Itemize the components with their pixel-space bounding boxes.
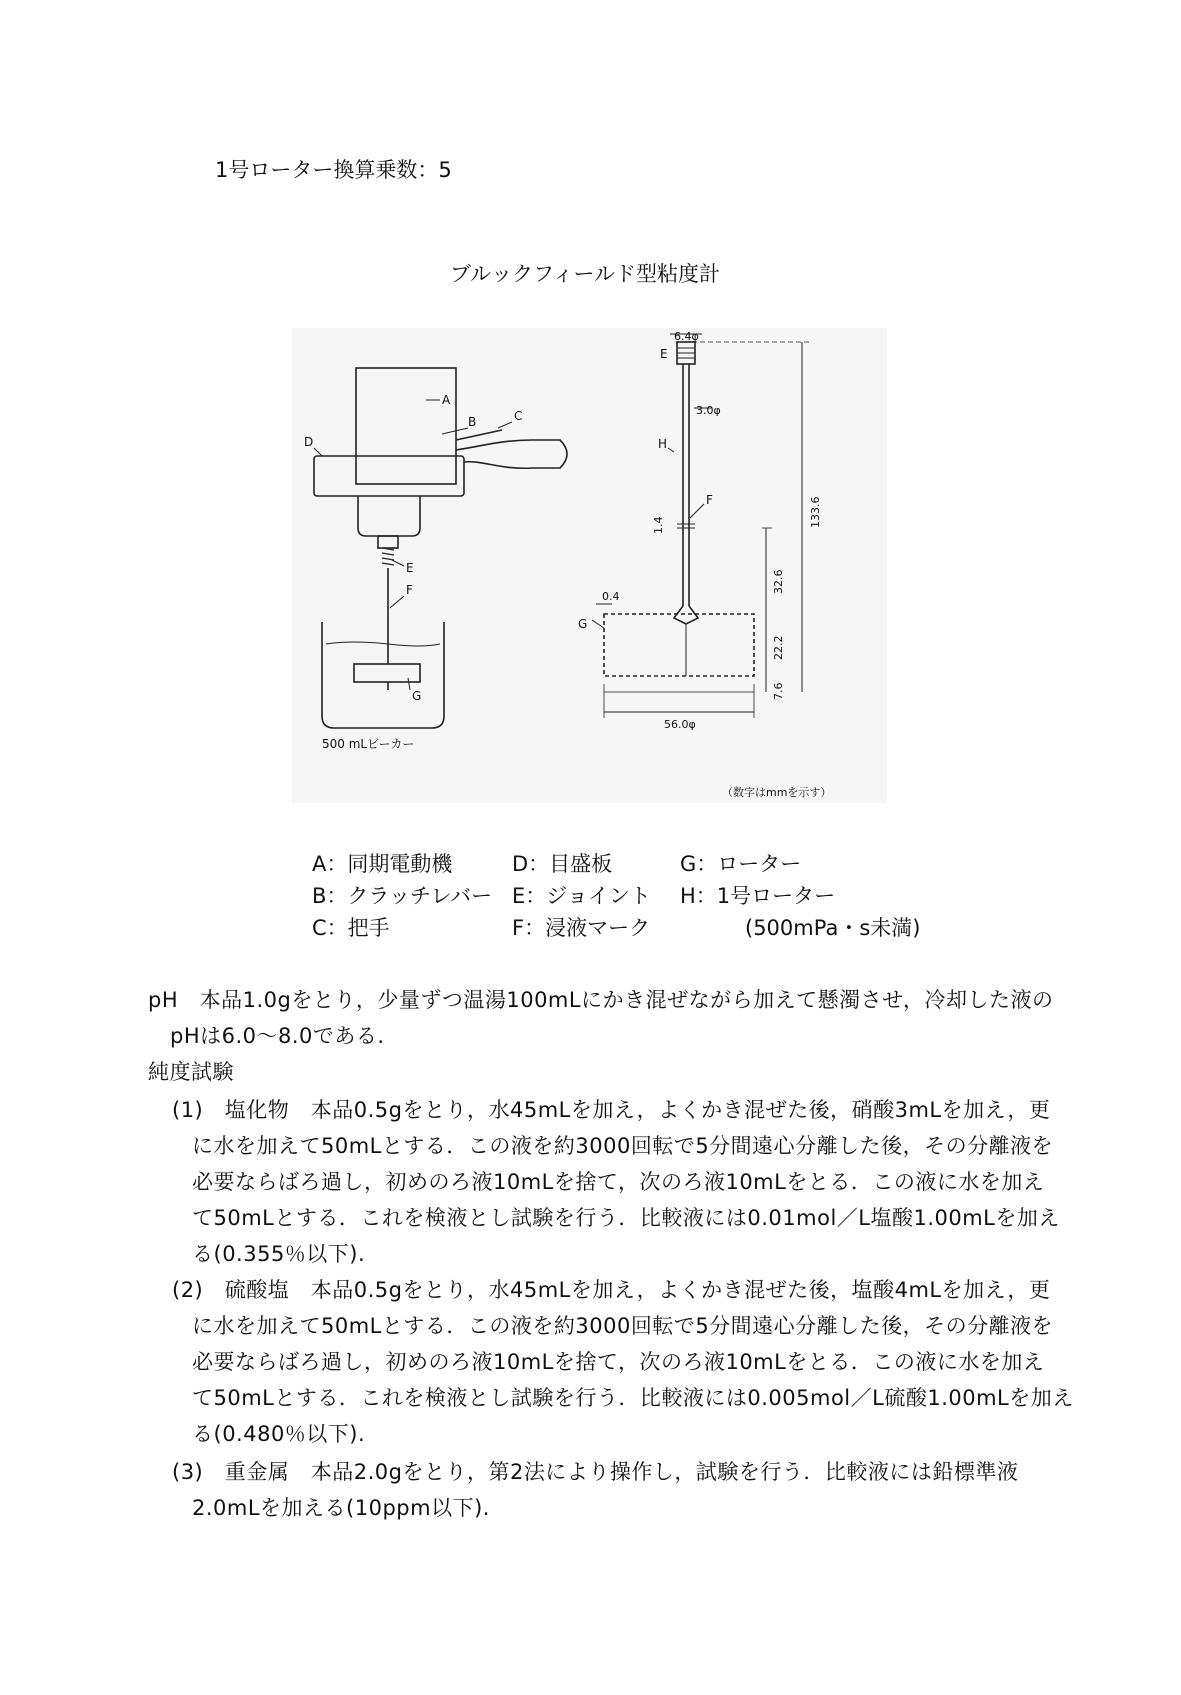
legend-h: H：1号ローター bbox=[680, 884, 836, 908]
purity-3-line-2: 2.0mLを加える(10ppm以下). bbox=[192, 1496, 490, 1520]
label-e-right: E bbox=[660, 347, 668, 361]
ph-line-2: pHは6.0～8.0である. bbox=[170, 1024, 385, 1048]
dim-mid: 22.2 bbox=[772, 635, 785, 660]
legend-b: B：クラッチレバー bbox=[312, 884, 493, 908]
label-c: C bbox=[514, 409, 523, 423]
purity-2-line-1: (2) 硫酸塩 本品0.5gをとり，水45mLを加え，よくかき混ぜた後，塩酸4mLを加え，更 bbox=[172, 1278, 1051, 1302]
legend-g: G：ローター bbox=[680, 852, 802, 876]
purity-1-line-1: (1) 塩化物 本品0.5gをとり，水45mLを加え，よくかき混ぜた後，硝酸3mLを加え，更 bbox=[172, 1098, 1051, 1122]
ph-line-1: pH 本品1.0gをとり，少量ずつ温湯100mLにかき混ぜながら加えて懸濁させ，冷却した液の bbox=[148, 988, 1054, 1012]
motor-body bbox=[356, 368, 456, 484]
purity-1-line-2: に水を加えて50mLとする．この液を約3000回転で5分間遠心分離した後，その分離液を bbox=[192, 1134, 1054, 1158]
label-a: A bbox=[442, 393, 451, 407]
dim-total: 133.6 bbox=[809, 496, 822, 528]
joint-left bbox=[378, 536, 398, 548]
viscometer-figure bbox=[292, 328, 887, 803]
rotor-disk-right bbox=[604, 614, 754, 676]
label-f-left: F bbox=[406, 583, 413, 597]
legend-f: F：浸液マーク bbox=[512, 916, 651, 940]
purity-1-line-3: 必要ならばろ過し，初めのろ液10mLを捨て，次のろ液10mLをとる．この液に水を加え bbox=[192, 1170, 1045, 1194]
legend-c: C：把手 bbox=[312, 916, 390, 940]
rotor-cone bbox=[674, 606, 698, 624]
legend-a: A：同期電動機 bbox=[312, 852, 453, 876]
label-f-right: F bbox=[706, 493, 713, 507]
viscometer-diagram bbox=[292, 328, 887, 803]
dim-gap2: 0.4 bbox=[602, 590, 620, 603]
dim-top-dia: 6.4φ bbox=[674, 330, 699, 343]
dim-upper: 32.6 bbox=[772, 569, 785, 594]
label-h-right: H bbox=[658, 437, 668, 451]
dim-shaft-dia: 3.0φ bbox=[696, 404, 721, 417]
conversion-factor-line: 1号ローター換算乗数：5 bbox=[215, 158, 452, 182]
dim-bottom: 7.6 bbox=[772, 682, 785, 700]
label-d: D bbox=[304, 435, 314, 449]
rotor-left bbox=[354, 664, 420, 682]
figure-note: （数字はmmを示す） bbox=[722, 786, 832, 799]
label-g-right: G bbox=[578, 617, 588, 631]
label-b: B bbox=[468, 415, 477, 429]
legend-d: D：目盛板 bbox=[512, 852, 613, 876]
lower-housing bbox=[358, 496, 420, 536]
dial-plate bbox=[314, 456, 464, 496]
beaker-label: 500 mLビーカー bbox=[322, 737, 415, 751]
legend-e: E：ジョイント bbox=[512, 884, 651, 908]
figure-title: ブルックフィールド型粘度計 bbox=[450, 262, 721, 286]
purity-3-line-1: (3) 重金属 本品2.0gをとり，第2法により操作し，試験を行う．比較液には鉛標準液 bbox=[172, 1460, 1019, 1484]
purity-heading: 純度試験 bbox=[148, 1060, 234, 1084]
purity-2-line-2: に水を加えて50mLとする．この液を約3000回転で5分間遠心分離した後，その分離液を bbox=[192, 1314, 1054, 1338]
purity-1-line-4: て50mLとする．これを検液とし試験を行う．比較液には0.01mol／L塩酸1.00mLを加え bbox=[192, 1206, 1060, 1230]
label-e-left: E bbox=[406, 561, 414, 575]
clutch-lever bbox=[456, 430, 502, 440]
beaker bbox=[322, 622, 444, 728]
purity-2-line-3: 必要ならばろ過し，初めのろ液10mLを捨て，次のろ液10mLをとる．この液に水を加え bbox=[192, 1350, 1045, 1374]
handle bbox=[456, 440, 567, 468]
purity-2-line-5: る(0.480％以下). bbox=[192, 1422, 366, 1446]
dim-width: 56.0φ bbox=[664, 718, 696, 731]
purity-2-line-4: て50mLとする．これを検液とし試験を行う．比較液には0.005mol／L硫酸1.00mLを加え bbox=[192, 1386, 1074, 1410]
legend-h-note: (500mPa・s未満) bbox=[745, 916, 921, 940]
purity-1-line-5: る(0.355％以下). bbox=[192, 1242, 366, 1266]
dim-gap: 1.4 bbox=[652, 516, 665, 534]
label-g-left: G bbox=[412, 689, 422, 703]
